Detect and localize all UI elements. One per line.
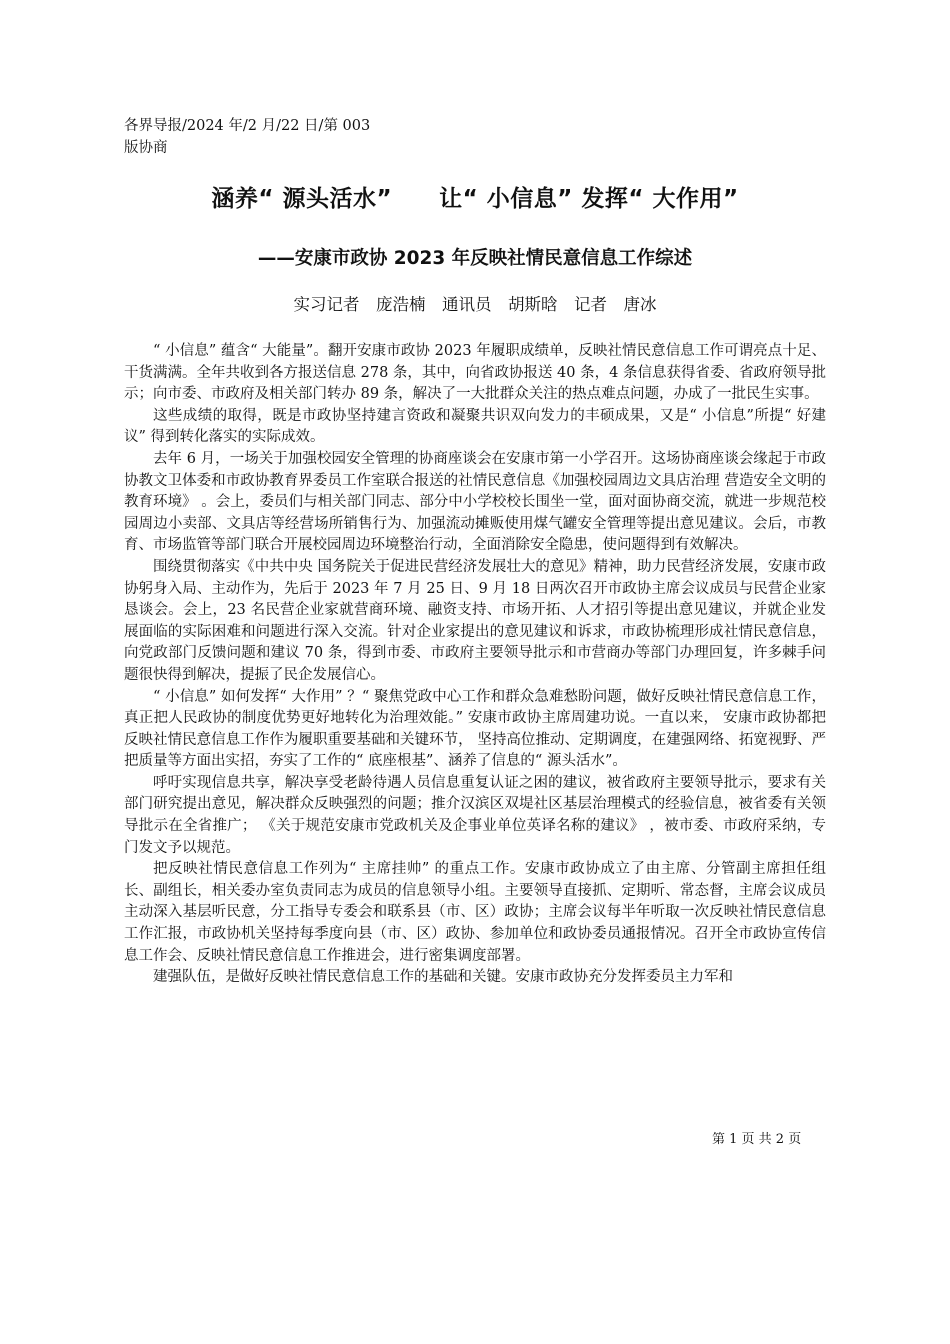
article-subtitle: ——安康市政协 2023 年反映社情民意信息工作综述 xyxy=(257,248,693,269)
paragraph: 这些成绩的取得，既是市政协坚持建言资政和凝聚共识双向发力的丰硕成果，又是“ 小信息”所提“ 好建议” 得到转化落实的实际成效。 xyxy=(124,407,826,446)
source-line-2: 版协商 xyxy=(124,140,168,156)
article-title: 涵养“ 源头活水” 让“ 小信息” 发挥“ 大作用” xyxy=(211,186,739,212)
source-line-1: 各界导报/2024 年/2 月/22 日/第 003 xyxy=(124,118,371,134)
source-info xyxy=(124,115,370,159)
paragraph: 呼吁实现信息共享，解决享受老龄待遇人员信息重复认证之困的建议，被省政府主要领导批示，要求有关部门研究提出意见，解决群众反映强烈的问题；推介汉滨区双堤社区基层治理模式的经验信息，被省委有关领导批示在全省推广； 《关于规范安康市党政机关及企事业单位英译名称的建议》 ，被市委、市政府采纳，专门发文予以规范。 xyxy=(124,774,826,856)
paragraph: 建强队伍，是做好反映社情民意信息工作的基础和关键。安康市政协充分发挥委员主力军和 xyxy=(153,969,733,986)
paragraph: 围绕贯彻落实《中共中央 国务院关于促进民营经济发展壮大的意见》精神，助力民营经济发展，安康市政协躬身入局、主动作为，先后于 2023 年 7 月 25 日、9 月 18 日两次召开市政协主席会议成员与民营企业家恳谈会。会上，23 名民营企业家就营商环境、融资支持、市场开拓、人才招引等提出意见建议，并就企业发展面临的实际困难和问题进行深入交流。针对企业家提出的意见建议和诉求，市政协梳理形成社情民意信息，向党政部门反馈问题和建议 70 条，得到市委、市政府主要领导批示和市营商办等部门办理回复，许多棘手问题很快得到解决，提振了民企发展信心。 xyxy=(124,558,826,683)
article-byline: 实习记者 庞浩楠 通讯员 胡斯晗 记者 唐冰 xyxy=(293,295,657,314)
paragraph: “ 小信息” 蕴含“ 大能量”。翻开安康市政协 2023 年履职成绩单，反映社情民意信息工作可谓亮点十足、干货满满。全年共收到各方报送信息 278 条，其中，向省政协报送 40 条，4 条信息获得省委、省政府领导批示；向市委、市政府及相关部门转办 89 条，解决了一大批群众关注的热点难点问题，办成了一批民生实事。 xyxy=(124,343,826,403)
article-body xyxy=(124,341,826,989)
paragraph: 把反映社情民意信息工作列为“ 主席挂帅” 的重点工作。安康市政协成立了由主席、分管副主席担任组长、副组长，相关委办室负责同志为成员的信息领导小组。主要领导直接抓、定期听、常态督，主席会议成员主动深入基层听民意，分工指导专委会和联系县（市、区）政协；主席会议每半年听取一次反映社情民意信息工作汇报，市政协机关坚持每季度向县（市、区）政协、参加单位和政协委员通报情况。召开全市政协宣传信息工作会、反映社情民意信息工作推进会，进行密集调度部署。 xyxy=(124,861,826,964)
paragraph: “ 小信息” 如何发挥“ 大作用” ？“ 聚焦党政中心工作和群众急难愁盼问题，做好反映社情民意信息工作，真正把人民政协的制度优势更好地转化为治理效能。” 安康市政协主席周建功说。一直以来， 安康市政协都把反映社情民意信息工作作为履职重要基础和关键环节， 坚持高位推动、定期调度，在建强网络、拓宽视野、严把质量等方面出实招，夯实了工作的“ 底座根基”、涵养了信息的“ 源头活水”。 xyxy=(124,688,826,770)
paragraph: 去年 6 月，一场关于加强校园安全管理的协商座谈会在安康市第一小学召开。这场协商座谈会缘起于市政协教文卫体委和市政协教育界委员工作室联合报送的社情民意信息《加强校园周边文具店治理 营造安全文明的教育环境》 。会上，委员们与相关部门同志、部分中小学校校长围坐一堂，面对面协商交流，就进一步规范校园周边小卖部、文具店等经营场所销售行为、加强流动摊贩使用煤气罐安全管理等提出意见建议。会后，市教育、市场监管等部门联合开展校园周边环境整治行动，全面消除安全隐患，使问题得到有效解决。 xyxy=(124,450,826,554)
page-number: 第 1 页 共 2 页 xyxy=(712,1132,802,1147)
